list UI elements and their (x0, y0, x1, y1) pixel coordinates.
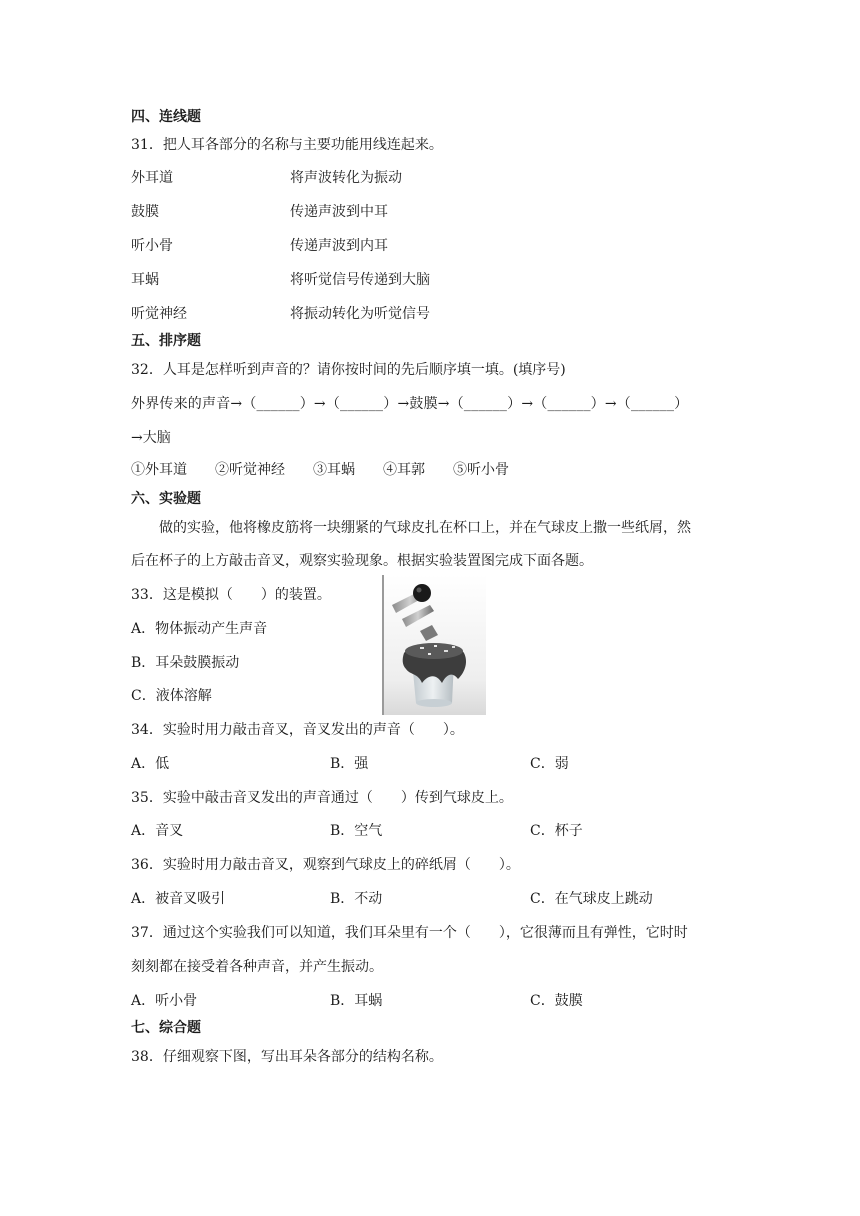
question-33-option-a: A．物体振动产生声音 (131, 621, 268, 637)
section-heading-comprehensive: 七、综合题 (131, 1020, 201, 1036)
match-right-2: 传递声波到中耳 (290, 204, 388, 220)
question-37-option-c: C．鼓膜 (530, 993, 583, 1009)
match-right-5: 将振动转化为听觉信号 (290, 306, 430, 322)
question-37-option-b: B．耳蜗 (330, 993, 383, 1009)
match-right-4: 将听觉信号传递到大脑 (290, 272, 430, 288)
question-37: 37．通过这个实验我们可以知道，我们耳朵里有一个（ ），它很薄而且有弹性，它时时 (131, 925, 688, 941)
question-35-option-a: A．音叉 (131, 823, 184, 839)
question-34-option-a: A．低 (131, 756, 170, 772)
section-heading-experiment: 六、实验题 (131, 491, 201, 507)
question-32-options: ①外耳道 ②听觉神经 ③耳蜗 ④耳郭 ⑤听小骨 (131, 462, 509, 478)
match-left-4: 耳蜗 (131, 272, 159, 288)
match-left-5: 听觉神经 (131, 306, 187, 322)
question-36-option-a: A．被音叉吸引 (131, 891, 226, 907)
section-heading-matching: 四、连线题 (131, 109, 201, 125)
experiment-intro-line1: 做的实验，他将橡皮筋将一块绷紧的气球皮扎在杯口上，并在气球皮上撒一些纸屑，然 (159, 520, 691, 536)
question-32: 32．人耳是怎样听到声音的？请你按时间的先后顺序填一填。(填序号) (131, 362, 566, 378)
match-left-1: 外耳道 (131, 170, 173, 186)
question-34-option-c: C．弱 (530, 756, 569, 772)
match-left-3: 听小骨 (131, 238, 173, 254)
match-right-1: 将声波转化为振动 (290, 170, 402, 186)
question-34: 34．实验时用力敲击音叉，音叉发出的声音（ ）。 (131, 722, 464, 738)
tuning-fork-cup-illustration (382, 575, 486, 715)
question-38: 38．仔细观察下图，写出耳朵各部分的结构名称。 (131, 1049, 443, 1065)
question-31: 31．把人耳各部分的名称与主要功能用线连起来。 (131, 137, 443, 153)
question-35: 35．实验中敲击音叉发出的声音通过（ ）传到气球皮上。 (131, 790, 513, 806)
question-33-option-b: B．耳朵鼓膜振动 (131, 655, 240, 671)
section-heading-ordering: 五、排序题 (131, 333, 201, 349)
experiment-intro-line2: 后在杯子的上方敲击音叉，观察实验现象。根据实验装置图完成下面各题。 (131, 553, 593, 569)
experiment-apparatus-image (382, 575, 486, 715)
question-36-option-b: B．不动 (330, 891, 383, 907)
question-36: 36．实验时用力敲击音叉，观察到气球皮上的碎纸屑（ ）。 (131, 857, 520, 873)
question-32-flow: 外界传来的声音→（______）→（______）→鼓膜→（______）→（______）→（______） (131, 396, 689, 412)
question-34-option-b: B．强 (330, 756, 369, 772)
match-right-3: 传递声波到内耳 (290, 238, 388, 254)
question-37-option-a: A．听小骨 (131, 993, 198, 1009)
question-35-option-b: B．空气 (330, 823, 383, 839)
question-36-option-c: C．在气球皮上跳动 (530, 891, 653, 907)
question-35-option-c: C．杯子 (530, 823, 583, 839)
question-32-flow-end: →大脑 (131, 430, 171, 446)
question-33: 33．这是模拟（ ）的装置。 (131, 587, 331, 603)
match-left-2: 鼓膜 (131, 204, 159, 220)
question-37-continued: 刻刻都在接受着各种声音，并产生振动。 (131, 959, 383, 975)
question-33-option-c: C．液体溶解 (131, 688, 212, 704)
